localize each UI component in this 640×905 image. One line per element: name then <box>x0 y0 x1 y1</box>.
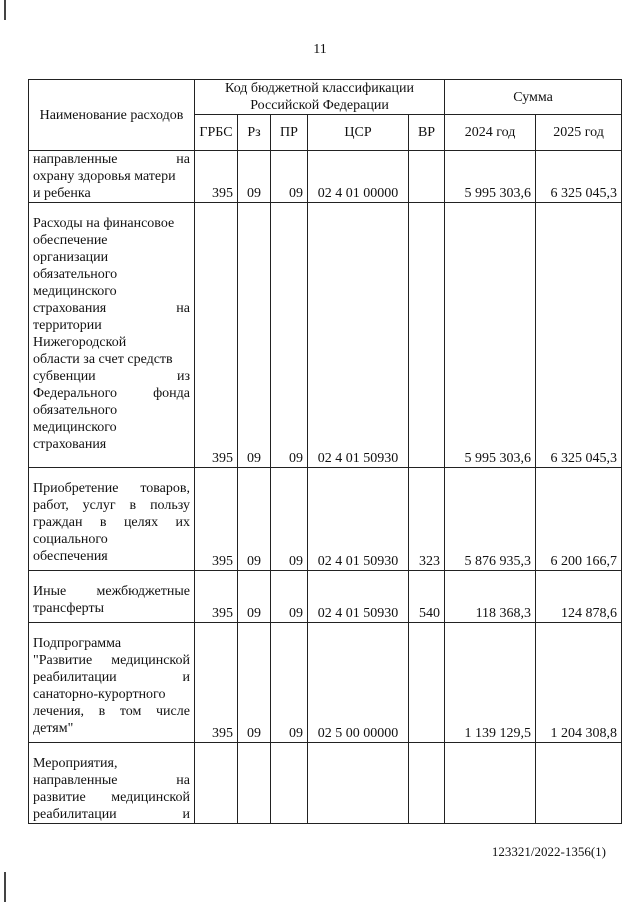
cell-y2025: 6 325 045,3 <box>536 203 622 468</box>
document-code: 123321/2022-1356(1) <box>491 844 606 859</box>
cell-pr: 09 <box>271 623 308 743</box>
cell-y2024: 1 139 129,5 <box>445 623 536 743</box>
row-name-word: из <box>176 369 190 384</box>
row-name-word: целях <box>123 515 159 530</box>
row-name-word: трансферты <box>33 601 105 616</box>
cell-y2024: 5 995 303,6 <box>445 151 536 203</box>
row-name-word: обеспечение <box>33 233 108 248</box>
header-grbs: ГРБС <box>195 115 238 151</box>
row-name-word: реабилитации <box>33 807 117 822</box>
cell-vr: 540 <box>409 571 445 623</box>
row-name-line <box>33 185 190 202</box>
row-name-line <box>33 436 190 453</box>
row-name-word: территории <box>33 318 102 333</box>
cell-csr: 02 4 01 50930 <box>308 468 409 571</box>
header-code-group: Код бюджетной классификации Российской Федерации <box>195 80 445 115</box>
cell-vr: 323 <box>409 468 445 571</box>
row-name-word: страхования <box>33 301 107 316</box>
row-name-line <box>33 652 190 669</box>
row-name-line <box>33 497 190 514</box>
cell-csr: 02 4 01 50930 <box>308 203 409 468</box>
row-name-line <box>33 151 190 168</box>
budget-table <box>28 79 622 824</box>
table-row <box>29 571 622 623</box>
row-name-line <box>33 317 190 334</box>
row-name-word: и <box>182 670 190 685</box>
cell-y2025: 1 204 308,8 <box>536 623 622 743</box>
row-name-line <box>33 548 190 565</box>
row-name-word: охрану здоровья матери <box>33 169 176 184</box>
cell-y2024: 5 995 303,6 <box>445 203 536 468</box>
row-name-line <box>33 635 190 652</box>
cell-csr <box>308 743 409 824</box>
row-name-line <box>33 266 190 283</box>
row-name-word: межбюджетные <box>96 584 190 599</box>
cell-pr: 09 <box>271 151 308 203</box>
row-name-line <box>33 215 190 232</box>
cell-rz: 09 <box>238 468 271 571</box>
cell-y2025: 6 200 166,7 <box>536 468 622 571</box>
cell-y2024 <box>445 743 536 824</box>
row-name-word: медицинского <box>33 284 117 299</box>
row-name-word: их <box>175 515 190 530</box>
row-name-word: в <box>99 515 107 530</box>
cell-grbs: 395 <box>195 623 238 743</box>
row-name-line <box>33 480 190 497</box>
table-row <box>29 743 622 824</box>
row-name-line <box>33 402 190 419</box>
cell-pr: 09 <box>271 468 308 571</box>
row-name-word: Расходы на финансовое <box>33 216 175 231</box>
cell-grbs: 395 <box>195 571 238 623</box>
cell-rz: 09 <box>238 571 271 623</box>
row-name-line <box>33 232 190 249</box>
row-name-line <box>33 385 190 402</box>
row-name-word: на <box>176 152 190 167</box>
row-name-word: санаторно-курортного <box>33 687 166 702</box>
row-name <box>29 468 195 571</box>
cell-pr <box>271 743 308 824</box>
row-name-word: на <box>176 773 190 788</box>
cell-csr: 02 5 00 00000 <box>308 623 409 743</box>
table-row <box>29 203 622 468</box>
row-name <box>29 571 195 623</box>
cell-rz <box>238 743 271 824</box>
row-name-word: детям" <box>33 721 74 736</box>
row-name-line <box>33 531 190 548</box>
row-name-word: Иные <box>33 584 67 599</box>
cell-pr: 09 <box>271 571 308 623</box>
row-name-word: субвенции <box>33 369 96 384</box>
row-name-line <box>33 600 190 617</box>
table-row <box>29 468 622 571</box>
cell-rz: 09 <box>238 203 271 468</box>
cell-rz: 09 <box>238 151 271 203</box>
row-name-line <box>33 703 190 720</box>
row-name-word: обязательного <box>33 403 118 418</box>
cell-y2025: 6 325 045,3 <box>536 151 622 203</box>
row-name-word: на <box>176 301 190 316</box>
margin-mark <box>4 872 6 902</box>
cell-y2024: 118 368,3 <box>445 571 536 623</box>
row-name-word: лечения, <box>33 704 85 719</box>
row-name-line <box>33 351 190 368</box>
row-name-word: в <box>129 498 137 513</box>
row-name-line <box>33 283 190 300</box>
row-name-line <box>33 720 190 737</box>
row-name-line <box>33 755 190 772</box>
row-name-word: граждан <box>33 515 83 530</box>
row-name-word: Приобретение <box>33 481 119 496</box>
row-name-word: "Развитие <box>33 653 93 668</box>
row-name-word: товаров, <box>140 481 190 496</box>
row-name-word: Федерального <box>33 386 118 401</box>
cell-pr: 09 <box>271 203 308 468</box>
row-name-line <box>33 583 190 600</box>
row-name-line <box>33 806 190 823</box>
header-csr: ЦСР <box>308 115 409 151</box>
row-name <box>29 623 195 743</box>
header-sum-group: Сумма <box>445 80 622 115</box>
row-name-word: в <box>98 704 106 719</box>
header-name: Наименование расходов <box>29 80 195 151</box>
margin-mark <box>4 0 6 20</box>
cell-grbs: 395 <box>195 151 238 203</box>
row-name-word: области за счет средств <box>33 352 173 367</box>
page-number: 11 <box>313 42 327 57</box>
row-name-word: организации <box>33 250 109 265</box>
cell-y2024: 5 876 935,3 <box>445 468 536 571</box>
row-name-word: фонда <box>153 386 190 401</box>
row-name-word: Нижегородской <box>33 335 127 350</box>
row-name-word: Подпрограмма <box>33 636 122 651</box>
header-2024: 2024 год <box>445 115 536 151</box>
row-name-word: Мероприятия, <box>33 756 118 771</box>
header-rz: Рз <box>238 115 271 151</box>
row-name <box>29 151 195 203</box>
row-name-line <box>33 334 190 351</box>
row-name-word: медицинской <box>111 653 190 668</box>
cell-csr: 02 4 01 00000 <box>308 151 409 203</box>
cell-vr <box>409 743 445 824</box>
row-name-word: страхования <box>33 437 107 452</box>
cell-vr <box>409 623 445 743</box>
row-name-word: услуг <box>82 498 116 513</box>
row-name-word: работ, <box>33 498 69 513</box>
cell-grbs: 395 <box>195 203 238 468</box>
row-name-word: и ребенка <box>33 186 91 201</box>
row-name-word: обязательного <box>33 267 118 282</box>
row-name-word: медицинской <box>111 790 190 805</box>
row-name-line <box>33 368 190 385</box>
row-name-word: направленные <box>33 773 118 788</box>
row-name-word: том <box>119 704 142 719</box>
row-name-line <box>33 419 190 436</box>
cell-vr <box>409 151 445 203</box>
row-name-line <box>33 300 190 317</box>
cell-grbs <box>195 743 238 824</box>
row-name-word: и <box>182 807 190 822</box>
row-name-word: развитие <box>33 790 86 805</box>
cell-rz: 09 <box>238 623 271 743</box>
header-2025: 2025 год <box>536 115 622 151</box>
row-name-line <box>33 514 190 531</box>
header-vr: ВР <box>409 115 445 151</box>
row-name-line <box>33 669 190 686</box>
row-name-line <box>33 686 190 703</box>
row-name-word: пользу <box>150 498 190 513</box>
cell-csr: 02 4 01 50930 <box>308 571 409 623</box>
row-name-line <box>33 168 190 185</box>
row-name-line <box>33 249 190 266</box>
row-name-word: медицинского <box>33 420 117 435</box>
cell-y2025: 124 878,6 <box>536 571 622 623</box>
cell-y2025 <box>536 743 622 824</box>
row-name-word: социального <box>33 532 108 547</box>
row-name-word: числе <box>156 704 190 719</box>
header-pr: ПР <box>271 115 308 151</box>
row-name-word: реабилитации <box>33 670 117 685</box>
table-row <box>29 623 622 743</box>
row-name <box>29 743 195 824</box>
row-name-line <box>33 789 190 806</box>
row-name-word: обеспечения <box>33 549 108 564</box>
cell-vr <box>409 203 445 468</box>
row-name-line <box>33 772 190 789</box>
row-name <box>29 203 195 468</box>
table-row <box>29 151 622 203</box>
row-name-word: направленные <box>33 152 118 167</box>
cell-grbs: 395 <box>195 468 238 571</box>
